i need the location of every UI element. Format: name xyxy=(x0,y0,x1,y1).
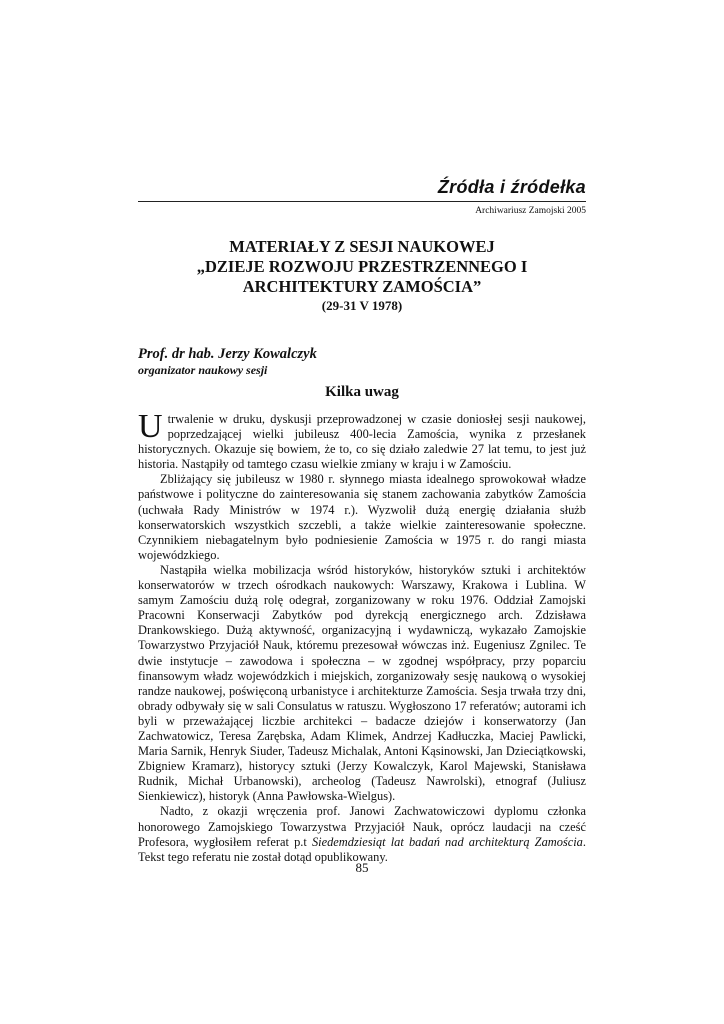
paragraph-4-text-start: Nadto, z okazji wręczenia prof. Janowi Zachwatowiczowi dyplomu członka honorowego Zamojskiego Towarzystwa Przyjaciół Nauk, oprócz laudacji na cześć Profesora, wygłosiłem referat p.t xyxy=(138,804,586,849)
drop-cap: U xyxy=(138,408,163,445)
main-title-line-2: „DZIEJE ROZWOJU PRZESTRZENNEGO I xyxy=(196,257,528,276)
referat-title: Siedemdziesiąt lat badań nad architekturą Zamościa xyxy=(311,834,583,849)
article-body xyxy=(138,408,586,865)
author-name: Prof. dr hab. Jerzy Kowalczyk xyxy=(138,346,317,362)
paragraph-1-text: trwalenie w druku, dyskusji przeprowadzonej w czasie doniosłej sesji naukowej, poprzedzającej wielki jubileusz 400-lecia Zamościa, wynika z przesłanek historycznych. Okazuje się bowiem, że to, co się działo zaledwie 27 lat temu, to jest już historia. Nastąpiły od tamtego czasu wielkie zmiany w kraju i w Zamościu. xyxy=(138,412,586,472)
publication-name: Archiwariusz Zamojski 2005 xyxy=(475,206,586,216)
main-title xyxy=(138,237,586,315)
section-title: Źródła i źródełka xyxy=(437,177,586,197)
session-dates: (29-31 V 1978) xyxy=(321,298,403,313)
paragraph-2: Zbliżający się jubileusz w 1980 r. słynnego miasta idealnego sprowokował władze państwowe i polityczne do zainteresowania się stanem zachowania zabytków Zamościa (uchwała Rady Ministrów w 1974 r.). Wyzwolił dużą energię działania służb konserwatorskich wszystkich szczebli, a także wielkie zainteresowanie społeczne. Czynnikiem niebagatelnym było podniesienie Zamościa w 1975 r. do rangi miasta wojewódzkiego. xyxy=(138,472,586,562)
main-title-line-3: ARCHITEKTURY ZAMOŚCIA” xyxy=(242,277,482,296)
paragraph-4-text-end: . Tekst tego referatu nie został dotąd opublikowany. xyxy=(138,834,586,864)
page-number: 85 xyxy=(355,860,369,875)
paragraph-4 xyxy=(138,804,586,864)
main-title-line-1: MATERIAŁY Z SESJI NAUKOWEJ xyxy=(229,237,495,256)
header-rule xyxy=(138,201,586,202)
article-title: Kilka uwag xyxy=(325,384,399,400)
paragraph-1 xyxy=(138,408,586,472)
author-role: organizator naukowy sesji xyxy=(138,363,268,377)
paragraph-3: Nastąpiła wielka mobilizacja wśród historyków, historyków sztuki i architektów konserwatorów w trzech ośrodkach naukowych: Warszawy, Krakowa i Lublina. W samym Zamościu dużą rolę odegrał, zorganizowany w roku 1976. Oddział Zamojski Pracowni Konserwacji Zabytków pod dyrekcją energicznego arch. Zdzisława Drankowskiego. Dużą aktywność, organizacyjną i wydawniczą, wykazało Zamojskie Towarzystwo Przyjaciół Nauk, któremu prezesował wówczas inż. Eugeniusz Zgnilec. Te dwie instytucje – zawodowa i społeczna – w zgodnej współpracy, przy poparciu finansowym władz wojewódzkich i miejskich, zorganizowały sesję naukową o wysokiej randze naukowej, poświęconą urbanistyce i architekturze Zamościa. Sesja trwała trzy dni, obrady odbywały się w sali Consulatus w ratuszu. Wygłoszono 17 referatów; autorami ich byli w przeważającej liczbie architekci – badacze dziejów i konserwatorzy (Jan Zachwatowicz, Teresa Zarębska, Adam Klimek, Andrzej Kadłuczka, Maciej Pawlicki, Maria Sarnik, Henryk Siuder, Tadeusz Michalak, Antoni Kąsinowski, Jan Dzieciątkowski, Zbigniew Kramarz), historycy sztuki (Jerzy Kowalczyk, Karol Majewski, Stanisława Rudnik, Michał Urbanowski), archeolog (Tadeusz Nawrolski), etnograf (Juliusz Sienkiewicz), historyk (Anna Pawłowska-Wielgus). xyxy=(138,562,586,804)
